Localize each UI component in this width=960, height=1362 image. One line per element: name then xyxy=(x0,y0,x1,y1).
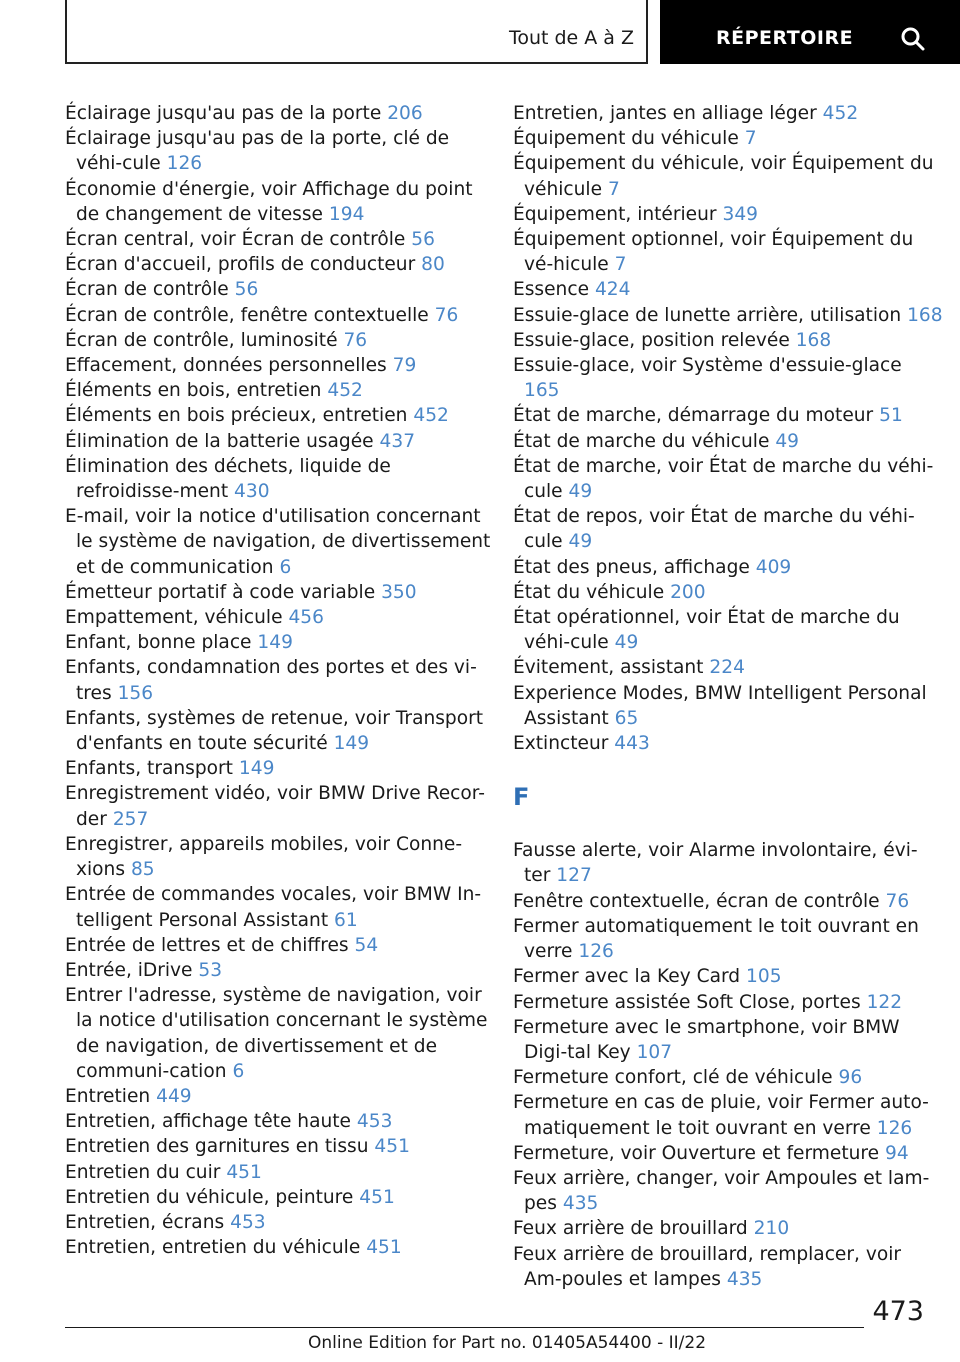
index-entry xyxy=(513,504,943,554)
index-entry xyxy=(65,882,495,932)
page-reference-link[interactable]: 452 xyxy=(822,103,859,124)
index-entry xyxy=(513,303,943,328)
page-reference-link[interactable]: 168 xyxy=(907,304,943,326)
index-entry xyxy=(65,605,495,630)
index-entry-text: Enfants, systèmes de retenue, voir Transport d'enfants en toute sécurité xyxy=(65,707,484,755)
index-entry-text: Écran de contrôle xyxy=(65,279,229,301)
index-entry xyxy=(513,580,943,605)
index-column-left xyxy=(65,101,495,1260)
page-reference-link[interactable]: 94 xyxy=(885,1142,909,1164)
index-entry xyxy=(513,151,943,201)
page-reference-link[interactable]: 257 xyxy=(112,808,149,830)
index-entry-text: Essuie-glace, position relevée xyxy=(513,329,790,351)
index-entry xyxy=(513,914,943,964)
page-reference-link[interactable]: 210 xyxy=(753,1218,790,1240)
index-entry-text: Enfants, transport xyxy=(65,758,233,780)
page-reference-link[interactable]: 54 xyxy=(354,934,379,956)
page-reference-link[interactable]: 7 xyxy=(614,254,627,276)
index-entry xyxy=(65,177,495,227)
index-entry-text: Effacement, données personnelles xyxy=(65,355,387,377)
index-entry-text: Fausse alerte, voir Alarme involontaire, évi-ter xyxy=(513,840,918,887)
index-entry xyxy=(513,403,943,428)
index-entry xyxy=(513,990,943,1015)
page-reference-link[interactable]: 149 xyxy=(257,632,293,654)
index-entry-text: Entretien des garnitures en tissu xyxy=(65,1136,369,1158)
index-entry xyxy=(65,1185,495,1210)
index-entry-text: Enregistrement vidéo, voir BMW Drive Recor-der xyxy=(65,783,485,830)
page-reference-link[interactable]: 65 xyxy=(614,707,639,729)
index-entry-text: Entretien du cuir xyxy=(65,1161,221,1183)
index-entry xyxy=(513,605,943,655)
page-reference-link[interactable]: 453 xyxy=(356,1111,393,1133)
page-reference-link[interactable]: 456 xyxy=(288,607,324,629)
index-entry xyxy=(65,101,495,126)
index-entry-text: Équipement, intérieur xyxy=(513,203,717,225)
index-entry xyxy=(513,353,943,403)
page-reference-link[interactable]: 85 xyxy=(130,859,155,881)
page-reference-link[interactable]: 168 xyxy=(795,329,832,351)
index-entry-text: État de repos, voir État de marche du véhi-cule xyxy=(513,506,915,553)
index-entry-text: Empattement, véhicule xyxy=(65,607,283,629)
index-entry xyxy=(513,889,943,914)
index-entry-text: Fenêtre contextuelle, écran de contrôle xyxy=(513,890,880,912)
index-entry xyxy=(65,303,495,328)
page-number: 473 xyxy=(872,1296,924,1327)
index-entry xyxy=(65,126,495,176)
index-entry xyxy=(65,504,495,580)
index-entry-text: Éléments en bois précieux, entretien xyxy=(65,405,408,427)
page-reference-link[interactable]: 96 xyxy=(838,1067,863,1089)
page-reference-link[interactable]: 7 xyxy=(607,178,620,200)
page-reference-link[interactable]: 453 xyxy=(230,1211,266,1233)
footer-divider xyxy=(65,1327,864,1328)
section-tab-label: Tout de A à Z xyxy=(508,27,634,49)
page-reference-link[interactable]: 56 xyxy=(411,229,435,251)
page-reference-link[interactable]: 79 xyxy=(392,355,417,377)
page-reference-link[interactable]: 424 xyxy=(594,279,631,301)
page-reference-link[interactable]: 409 xyxy=(755,556,792,578)
page-reference-link[interactable]: 49 xyxy=(775,430,799,452)
index-entry-text: Entrée de commandes vocales, voir BMW In-telligent Personal Assistant xyxy=(65,884,482,931)
index-entry xyxy=(513,101,943,126)
index-group-e xyxy=(513,101,943,756)
index-entry-text: Entretien, entretien du véhicule xyxy=(65,1237,361,1259)
index-entry-text: Fermeture assistée Soft Close, portes xyxy=(513,991,861,1013)
index-entry-text: E-mail, voir la notice d'utilisation concernant le système de navigation, de divertissement et de communication xyxy=(65,506,491,578)
index-entry-text: Équipement du véhicule, voir Équipement du véhicule xyxy=(513,153,934,200)
index-tab[interactable] xyxy=(660,0,960,64)
index-entry xyxy=(513,1065,943,1090)
section-tab[interactable] xyxy=(65,0,648,64)
index-entry-text: Entrée de lettres et de chiffres xyxy=(65,934,349,956)
index-entry xyxy=(513,681,943,731)
index-entry-text: Équipement optionnel, voir Équipement du vé-hicule xyxy=(513,229,914,276)
page-reference-link[interactable]: 452 xyxy=(413,405,449,427)
index-entry-text: État de marche, voir État de marche du véhi-cule xyxy=(513,455,934,503)
index-entry-text: Éclairage jusqu'au pas de la porte xyxy=(65,103,382,124)
index-entry xyxy=(65,1210,495,1235)
index-entry-text: Enfants, condamnation des portes et des vi-tres xyxy=(65,657,477,704)
page-reference-link[interactable]: 49 xyxy=(614,632,639,654)
index-entry-text: État du véhicule xyxy=(513,581,665,603)
page-reference-link[interactable]: 206 xyxy=(387,103,423,124)
index-entry xyxy=(513,731,943,756)
edition-footer: Online Edition for Part no. 01405A54400 - II/22 xyxy=(308,1333,707,1353)
index-entry-text: Essence xyxy=(513,279,590,301)
index-entry-text: Entrer l'adresse, système de navigation, voir la notice d'utilisation concernant le système de navigation, de divertissement et de communi-cation xyxy=(65,985,488,1082)
page-reference-link[interactable]: 126 xyxy=(876,1117,913,1139)
index-entry-text: Économie d'énergie, voir Affichage du point de changement de vitesse xyxy=(65,178,473,225)
index-entry xyxy=(65,983,495,1084)
index-entry xyxy=(65,655,495,705)
index-entry-text: Élimination de la batterie usagée xyxy=(65,430,374,452)
index-tab-label: RÉPERTOIRE xyxy=(716,27,854,49)
index-entry xyxy=(513,1141,943,1166)
page-reference-link[interactable]: 194 xyxy=(328,203,365,225)
index-entry-text: Éléments en bois, entretien xyxy=(65,380,322,402)
index-entry-text: Experience Modes, BMW Intelligent Personal Assistant xyxy=(513,682,927,729)
page-reference-link[interactable]: 51 xyxy=(879,405,903,427)
page-reference-link[interactable]: 451 xyxy=(359,1186,395,1208)
index-entry xyxy=(65,227,495,252)
page-reference-link[interactable]: 149 xyxy=(238,758,275,780)
page-reference-link[interactable]: 105 xyxy=(746,966,782,988)
index-entry xyxy=(65,706,495,756)
index-entry xyxy=(513,1090,943,1140)
index-entry xyxy=(65,958,495,983)
page-reference-link[interactable]: 127 xyxy=(556,865,592,887)
index-entry-text: Feux arrière, changer, voir Ampoules et lam-pes xyxy=(513,1167,930,1215)
index-entry xyxy=(513,1242,943,1292)
page-reference-link[interactable]: 451 xyxy=(366,1237,402,1259)
page-reference-link[interactable]: 449 xyxy=(156,1085,192,1107)
page-reference-link[interactable]: 350 xyxy=(381,581,417,603)
index-entry xyxy=(65,756,495,781)
index-entry xyxy=(513,202,943,227)
page-reference-link[interactable]: 49 xyxy=(568,531,593,553)
index-entry-text: État de marche du véhicule xyxy=(513,430,770,452)
index-entry xyxy=(513,1015,943,1065)
index-entry-text: État de marche, démarrage du moteur xyxy=(513,405,874,427)
index-entry-text: Équipement du véhicule xyxy=(513,128,739,150)
index-entry-text: Écran d'accueil, profils de conducteur xyxy=(65,254,416,276)
index-entry-text: Entretien, jantes en alliage léger xyxy=(513,103,817,124)
search-icon[interactable] xyxy=(900,26,926,52)
index-column-right xyxy=(513,101,943,1292)
index-entry-text: Fermeture, voir Ouverture et fermeture xyxy=(513,1142,880,1164)
page-reference-link[interactable]: 200 xyxy=(670,581,706,603)
page-reference-link[interactable]: 107 xyxy=(636,1041,673,1063)
index-entry-text: Élimination des déchets, liquide de refroidisse-ment xyxy=(65,455,391,503)
index-entry-text: Fermeture confort, clé de véhicule xyxy=(513,1067,833,1089)
index-entry-text: État opérationnel, voir État de marche du véhi-cule xyxy=(513,607,900,654)
index-entry xyxy=(65,429,495,454)
page-reference-link[interactable]: 122 xyxy=(866,991,903,1013)
index-entry xyxy=(65,277,495,302)
index-entry xyxy=(65,1109,495,1134)
index-entry xyxy=(513,555,943,580)
index-entry xyxy=(65,454,495,504)
page-reference-link[interactable]: 61 xyxy=(334,909,358,931)
index-entry xyxy=(65,1235,495,1260)
index-entry-text: Fermeture en cas de pluie, voir Fermer auto-matiquement le toit ouvrant en verre xyxy=(513,1092,929,1139)
index-entry-text: Fermeture avec le smartphone, voir BMW Digi-tal Key xyxy=(513,1016,900,1063)
index-entry-text: Essuie-glace de lunette arrière, utilisation xyxy=(513,304,902,326)
page-reference-link[interactable]: 437 xyxy=(379,430,416,452)
page-reference-link[interactable]: 49 xyxy=(568,481,593,503)
page-reference-link[interactable]: 224 xyxy=(709,657,745,679)
index-entry-text: Entretien, affichage tête haute xyxy=(65,1111,351,1133)
index-group-f xyxy=(513,838,943,1292)
index-entry-text: Fermer avec la Key Card xyxy=(513,966,741,988)
index-entry-text: Éclairage jusqu'au pas de la porte, clé de véhi-cule xyxy=(65,128,450,175)
index-entry xyxy=(65,353,495,378)
page-reference-link[interactable]: 451 xyxy=(374,1136,410,1158)
index-entry xyxy=(513,429,943,454)
page-reference-link[interactable]: 435 xyxy=(562,1193,599,1215)
index-entry-text: Évitement, assistant xyxy=(513,657,704,679)
page-reference-link[interactable]: 149 xyxy=(333,733,370,755)
index-entry xyxy=(65,1160,495,1185)
index-entry xyxy=(65,1084,495,1109)
index-entry-text: Enfant, bonne place xyxy=(65,632,252,654)
page-reference-link[interactable]: 7 xyxy=(744,128,757,150)
index-entry xyxy=(513,1166,943,1216)
index-entry-text: Écran de contrôle, luminosité xyxy=(65,329,338,351)
page-reference-link[interactable]: 126 xyxy=(166,153,203,175)
index-entry-text: Entretien du véhicule, peinture xyxy=(65,1186,354,1208)
page-reference-link[interactable]: 56 xyxy=(234,279,259,301)
page-reference-link[interactable]: 53 xyxy=(198,959,223,981)
index-entry xyxy=(513,1216,943,1241)
index-entry xyxy=(513,838,943,888)
index-entry xyxy=(513,227,943,277)
index-entry xyxy=(513,277,943,302)
page-reference-link[interactable]: 76 xyxy=(343,329,368,351)
index-entry-text: Émetteur portatif à code variable xyxy=(65,581,376,603)
index-entry xyxy=(513,964,943,989)
index-entry-text: Entrée, iDrive xyxy=(65,959,193,981)
page-reference-link[interactable]: 443 xyxy=(614,733,650,755)
page-reference-link[interactable]: 452 xyxy=(327,380,363,402)
page-reference-link[interactable]: 435 xyxy=(726,1268,763,1290)
index-entry-text: Feux arrière de brouillard, remplacer, voir Am-poules et lampes xyxy=(513,1243,902,1290)
index-entry xyxy=(65,832,495,882)
section-letter-f: F xyxy=(513,783,530,812)
index-entry xyxy=(65,378,495,403)
index-entry xyxy=(513,655,943,680)
index-entry-text: Essuie-glace, voir Système d'essuie-glace xyxy=(513,355,902,377)
index-entry-text: Écran de contrôle, fenêtre contextuelle xyxy=(65,304,429,326)
page-reference-link[interactable]: 126 xyxy=(578,941,614,963)
page-reference-link[interactable]: 80 xyxy=(421,254,445,276)
page-reference-link[interactable]: 430 xyxy=(234,481,270,503)
index-entry-text: Entretien, écrans xyxy=(65,1211,225,1233)
index-entry xyxy=(65,1134,495,1159)
index-entry-text: Enregistrer, appareils mobiles, voir Conne-xions xyxy=(65,833,463,881)
index-entry xyxy=(513,454,943,504)
index-entry xyxy=(65,252,495,277)
page-reference-link[interactable]: 156 xyxy=(117,682,154,704)
page-reference-link[interactable]: 76 xyxy=(434,304,459,326)
index-entry-text: Feux arrière de brouillard xyxy=(513,1218,748,1240)
page-reference-link[interactable]: 76 xyxy=(885,890,910,912)
index-entry xyxy=(513,328,943,353)
index-entry xyxy=(65,328,495,353)
index-entry-text: Fermer automatiquement le toit ouvrant en verre xyxy=(513,915,919,963)
index-entry-text: Écran central, voir Écran de contrôle xyxy=(65,229,406,251)
index-entry-text: État des pneus, affichage xyxy=(513,556,750,578)
index-entry xyxy=(65,630,495,655)
page-reference-link[interactable]: 349 xyxy=(722,203,758,225)
index-entry xyxy=(65,781,495,831)
index-entry-text: Extincteur xyxy=(513,733,609,755)
index-entry-text: Entretien xyxy=(65,1085,151,1107)
index-entry xyxy=(513,126,943,151)
page-reference-link[interactable]: 451 xyxy=(226,1161,262,1183)
page-reference-link[interactable]: 165 xyxy=(524,380,560,402)
index-entry xyxy=(65,403,495,428)
index-entry xyxy=(65,580,495,605)
page-reference-link[interactable]: 6 xyxy=(279,556,292,578)
page-reference-link[interactable]: 6 xyxy=(232,1060,245,1082)
index-entry xyxy=(65,933,495,958)
